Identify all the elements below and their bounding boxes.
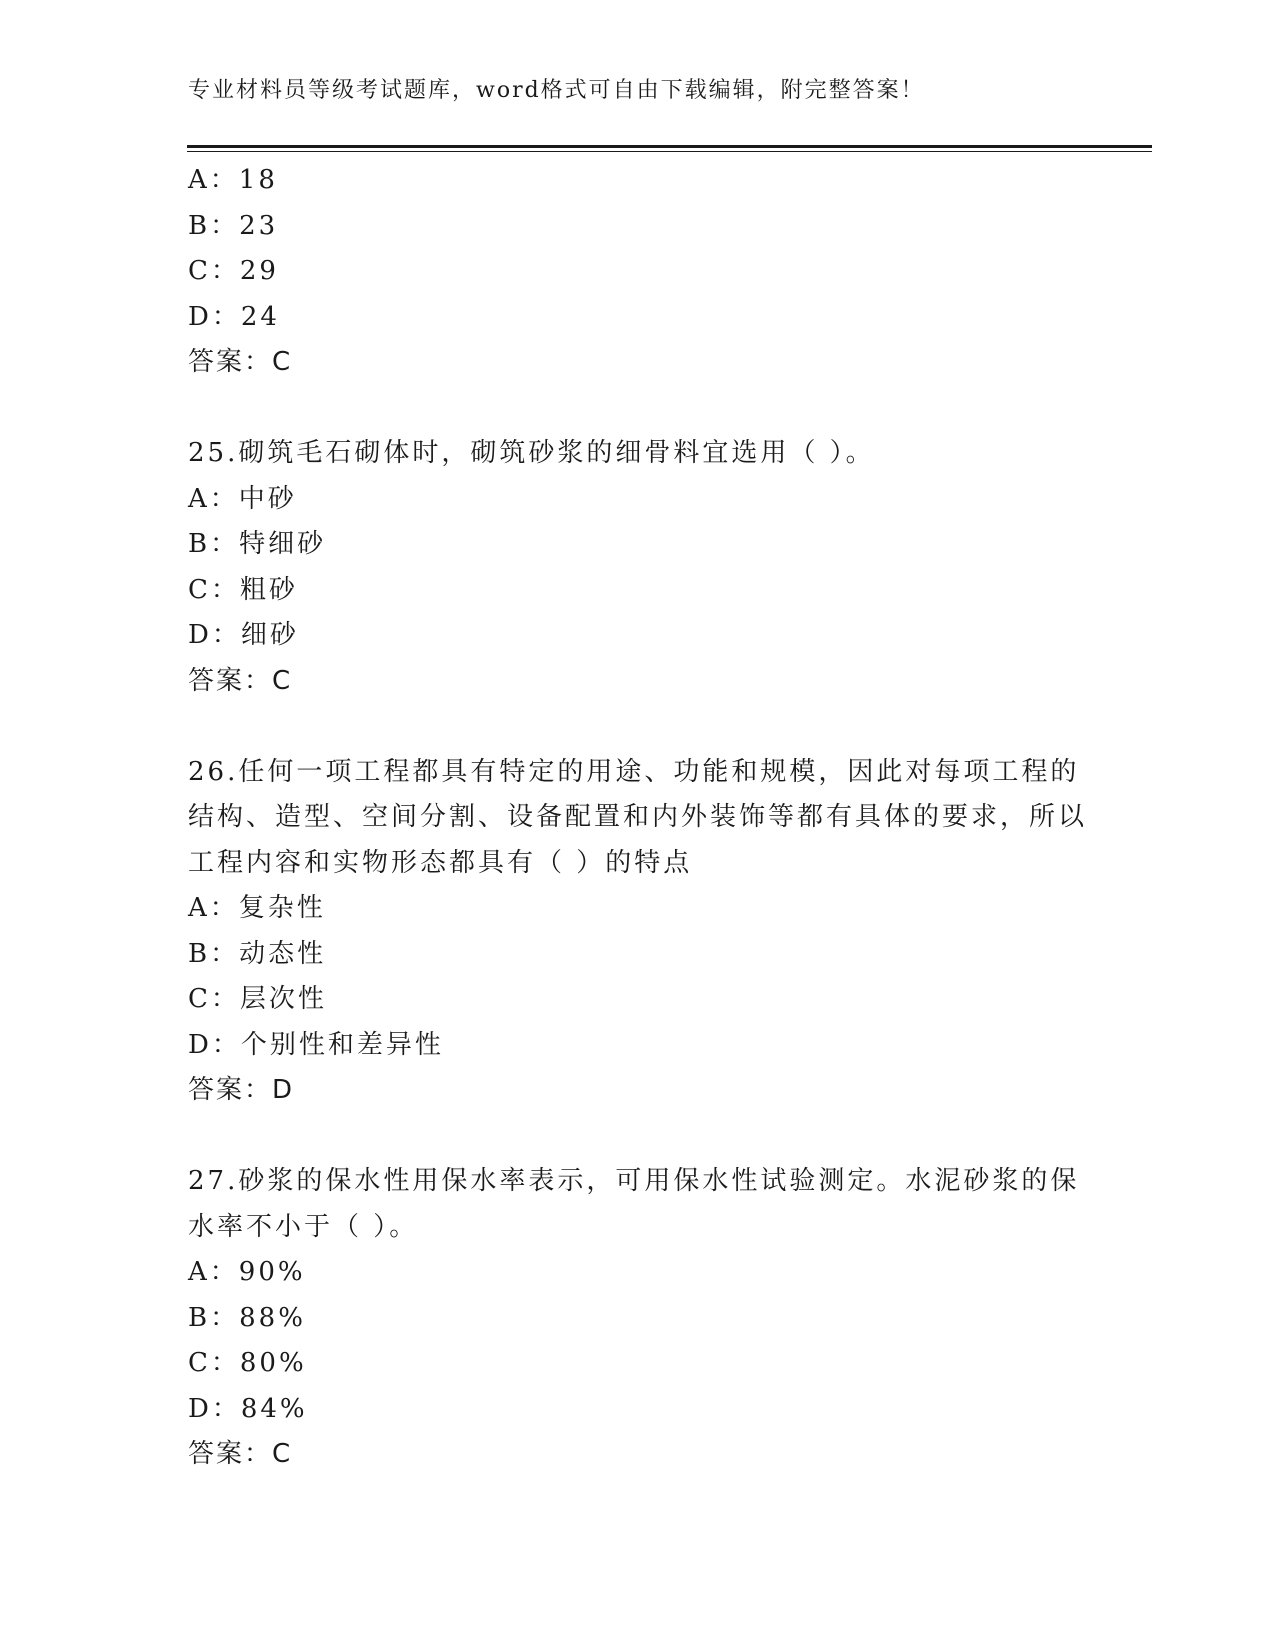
option-a: A：18	[188, 165, 278, 195]
option-d: D：84%	[188, 1393, 308, 1424]
option-d: D：个别性和差异性	[188, 1029, 444, 1060]
option-c: C：层次性	[188, 984, 327, 1014]
answer-line: 答案：C	[188, 665, 293, 696]
question-block	[188, 158, 1088, 386]
answer-line: 答案：C	[188, 347, 293, 377]
option-b: B：23	[188, 210, 279, 241]
option-b: B：特细砂	[188, 529, 327, 559]
question-text: 25.砌筑毛石砌体时，砌筑砂浆的细骨料宜选用（ ）。	[188, 438, 875, 468]
option-c: C：粗砂	[188, 574, 298, 605]
spacer	[188, 386, 1088, 432]
option-b: B：88%	[188, 1302, 306, 1333]
option-c: C：80%	[188, 1348, 307, 1378]
option-a: A：复杂性	[188, 893, 326, 923]
header-rule-thin	[187, 151, 1152, 152]
option-d: D：细砂	[188, 620, 299, 650]
question-block	[188, 750, 1088, 1114]
option-d: D：24	[188, 301, 280, 332]
answer-line: 答案：D	[188, 1075, 295, 1105]
option-b: B：动态性	[188, 938, 327, 969]
question-block	[188, 431, 1088, 704]
option-c: C：29	[188, 256, 279, 286]
question-text: 26.任何一项工程都具有特定的用途、功能和规模，因此对每项工程的结构、造型、空间分割、设备配置和内外装饰等都有具体的要求，所以工程内容和实物形态都具有（ ）的特点	[188, 756, 1088, 878]
option-a: A：中砂	[188, 483, 297, 514]
header-text: 专业材料员等级考试题库，word格式可自由下载编辑，附完整答案！	[188, 78, 925, 103]
question-list	[188, 158, 1088, 1478]
answer-line: 答案：C	[188, 1439, 293, 1469]
question-text: 27.砂浆的保水性用保水率表示，可用保水性试验测定。水泥砂浆的保水率不小于（ ）。	[188, 1166, 1080, 1242]
spacer	[188, 704, 1088, 750]
option-a: A：90%	[188, 1257, 306, 1287]
header-rule-thick	[187, 145, 1152, 148]
spacer	[188, 1114, 1088, 1160]
question-block	[188, 1159, 1088, 1478]
